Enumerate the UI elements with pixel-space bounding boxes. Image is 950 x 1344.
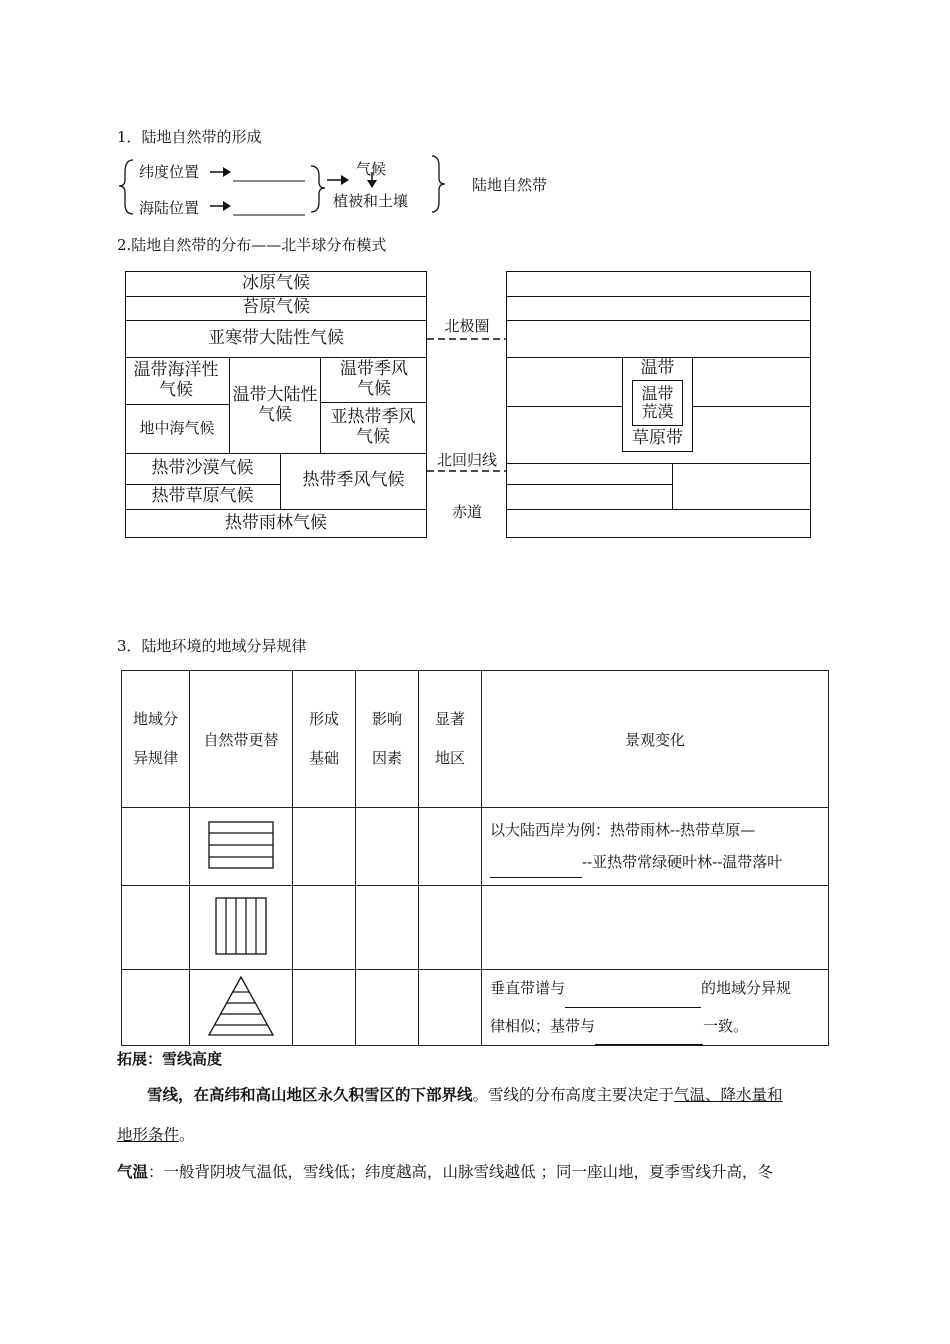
section3-heading: 3．陆地环境的地域分异规律 [117, 637, 307, 655]
tropical-desert-climate: 热带沙漠气候 [151, 457, 254, 478]
row3-law [122, 970, 190, 1046]
row3-alternation [190, 970, 293, 1046]
sea-land-label: 海陆位置 [139, 199, 200, 217]
row3-landscape: 垂直带谱与 的地域分异规 律相似；基带与 一致。 [482, 970, 829, 1046]
mediterranean-climate: 地中海气候 [139, 418, 215, 437]
row1-alternation [190, 808, 293, 886]
temperate-desert-label: 温带荒漠 [641, 384, 674, 421]
tropical-monsoon-climate: 热带季风气候 [302, 470, 405, 491]
header-landscape: 景观变化 [482, 671, 829, 808]
section2-heading: 2.陆地自然带的分布——北半球分布模式 [117, 236, 387, 254]
latitude-label: 纬度位置 [139, 163, 200, 181]
header-basis: 形成基础 [293, 671, 356, 808]
header-alternation: 自然带更替 [190, 671, 293, 808]
ice-climate: 冰原气候 [242, 272, 310, 293]
tropical-grassland-climate: 热带草原气候 [151, 485, 254, 506]
subarctic-climate: 亚寒带大陆性气候 [208, 327, 344, 348]
arctic-circle-label: 北极圈 [444, 317, 490, 336]
row1-law [122, 808, 190, 886]
land-zone-label: 陆地自然带 [472, 176, 548, 194]
temperate-continental-climate: 温带大陆性气候 [232, 384, 318, 425]
snowline-definition: 雪线，在高纬和高山地区永久积雪区的下部界线。雪线的分布高度主要决定于气温、降水量和 [147, 1086, 783, 1104]
vertical-bands-icon [211, 896, 271, 956]
row2-law [122, 886, 190, 970]
row2-landscape [482, 886, 829, 970]
header-region: 显著地区 [419, 671, 482, 808]
tundra-climate: 苔原气候 [242, 297, 310, 318]
snowline-factors-end: 地形条件。 [117, 1126, 195, 1144]
rainforest-climate: 热带雨林气候 [225, 512, 327, 533]
vertical-zonation-triangle-icon [206, 974, 276, 1038]
temperature-paragraph: 气温：一般背阴坡气温低，雪线低；纬度越高，山脉雪线越低 ；同一座山地，夏季雪线升高，冬 [117, 1163, 773, 1181]
row2-alternation [190, 886, 293, 970]
horizontal-bands-icon [206, 820, 276, 870]
subtropical-monsoon-climate: 亚热带季风气候 [330, 407, 416, 447]
vegetation-soil-label: 植被和土壤 [333, 192, 409, 210]
tropic-of-cancer-label: 北回归线 [436, 451, 497, 470]
section1-heading: 1．陆地自然带的形成 [117, 128, 262, 146]
equator-label: 赤道 [451, 503, 482, 522]
header-factor: 影响因素 [356, 671, 419, 808]
header-law: 地域分异规律 [122, 671, 190, 808]
temperate-maritime-climate: 温带海洋性气候 [133, 360, 219, 400]
temperate-monsoon-climate: 温带季风气候 [340, 359, 408, 399]
temperate-zone-label: 温带 [640, 358, 675, 379]
climate-label: 气候 [356, 160, 387, 178]
differentiation-table [121, 670, 829, 1046]
grassland-zone-label: 草原带 [632, 428, 683, 449]
row1-landscape: 以大陆西岸为例：热带雨林--热带草原— --亚热带常绿硬叶林--温带落叶 [482, 808, 829, 886]
extension-title: 拓展：雪线高度 [117, 1050, 223, 1068]
